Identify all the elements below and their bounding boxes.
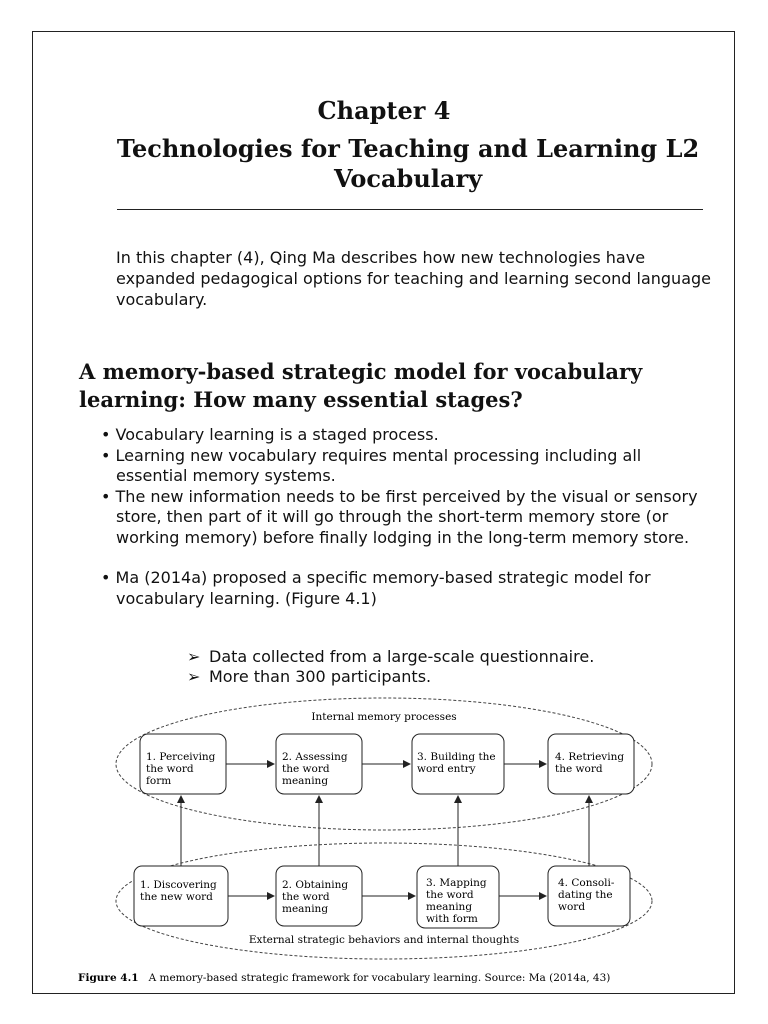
bottom-box-3 <box>417 866 499 928</box>
bullet-dot-icon: • <box>101 568 116 587</box>
bottom-box-line: 3. Mapping <box>426 877 487 889</box>
section-heading: A memory-based strategic model for vocabulary learning: How many essential stages? <box>79 359 643 412</box>
top-box-line: meaning <box>282 775 329 787</box>
top-box-line: 3. Building the <box>417 751 496 763</box>
top-box-line: 2. Assessing <box>282 751 348 763</box>
figure-caption-text: A memory-based strategic framework for vocabulary learning. Source: Ma (2014a, 43) <box>148 972 611 984</box>
arrowhead-bullet-icon: ➢ <box>187 667 201 686</box>
sub-bullet-text: More than 300 participants. <box>209 667 432 686</box>
bottom-box-line: 1. Discovering <box>140 879 217 891</box>
top-box-4 <box>548 734 634 794</box>
figure-caption-label: Figure 4.1 <box>78 972 139 984</box>
top-box-line: form <box>146 775 172 787</box>
top-box-line: 4. Retrieving <box>555 751 625 763</box>
bottom-box-line: word <box>558 901 586 913</box>
top-box-line: word entry <box>417 763 476 775</box>
bullet-item <box>101 425 713 446</box>
bottom-box-line: the word <box>426 889 474 901</box>
bottom-box-2 <box>276 866 362 926</box>
sub-bullet-item <box>187 667 594 687</box>
bottom-box-line: the new word <box>140 891 213 903</box>
bullet-text: Vocabulary learning is a staged process. <box>115 425 439 444</box>
top-box-1 <box>140 734 226 794</box>
bottom-ellipse-label: External strategic behaviors and internal thoughts <box>248 934 520 946</box>
memory-model-figure <box>70 696 710 988</box>
top-box-line: the word <box>282 763 330 775</box>
chapter-number: Chapter 4 <box>317 96 451 125</box>
figure-caption <box>78 972 610 984</box>
top-box-line: 1. Perceiving <box>146 751 216 763</box>
intro-paragraph: In this chapter (4), Qing Ma describes how new technologies have expanded pedagogical options for teaching and learning second language vocabulary. <box>116 248 711 309</box>
bullet-text: The new information needs to be first perceived by the visual or sensory store, then part of it will go through the short-term memory store (or working memory) before finally lodging in the long-term memory store. <box>115 486 698 547</box>
bullet-text: Ma (2014a) proposed a specific memory-based strategic model for vocabulary learning. (Figure 4.1) <box>115 568 651 608</box>
bullet-text: Learning new vocabulary requires mental processing including all essential memory systems. <box>115 445 642 485</box>
bullet-dot-icon: • <box>101 425 116 444</box>
bottom-box-line: with form <box>426 913 478 925</box>
title-divider <box>117 209 703 210</box>
top-ellipse-label: Internal memory processes <box>311 711 457 723</box>
bullet-dot-icon: • <box>101 486 116 506</box>
bullet-list <box>101 425 713 609</box>
bottom-box-line: meaning <box>282 903 329 915</box>
bottom-box-4 <box>548 866 630 926</box>
top-box-line: the word <box>555 763 603 775</box>
bottom-box-line: meaning <box>426 901 473 913</box>
chapter-title: Technologies for Teaching and Learning L2 Vocabulary <box>116 134 700 193</box>
bottom-box-1 <box>134 866 228 926</box>
top-box-3 <box>412 734 504 794</box>
bullet-item <box>101 446 713 487</box>
bottom-box-line: 4. Consoli- <box>558 877 615 889</box>
arrowhead-bullet-icon: ➢ <box>187 647 201 666</box>
bullet-item <box>101 487 713 549</box>
bullet-item <box>101 568 713 609</box>
bottom-box-line: dating the <box>558 889 613 901</box>
top-box-line: the word <box>146 763 194 775</box>
sub-bullet-item <box>187 647 594 667</box>
sub-bullet-list <box>187 647 594 687</box>
bottom-box-line: the word <box>282 891 330 903</box>
top-box-2 <box>276 734 362 794</box>
bullet-dot-icon: • <box>101 445 116 465</box>
bottom-box-line: 2. Obtaining <box>282 879 349 891</box>
sub-bullet-text: Data collected from a large-scale questionnaire. <box>209 647 595 666</box>
